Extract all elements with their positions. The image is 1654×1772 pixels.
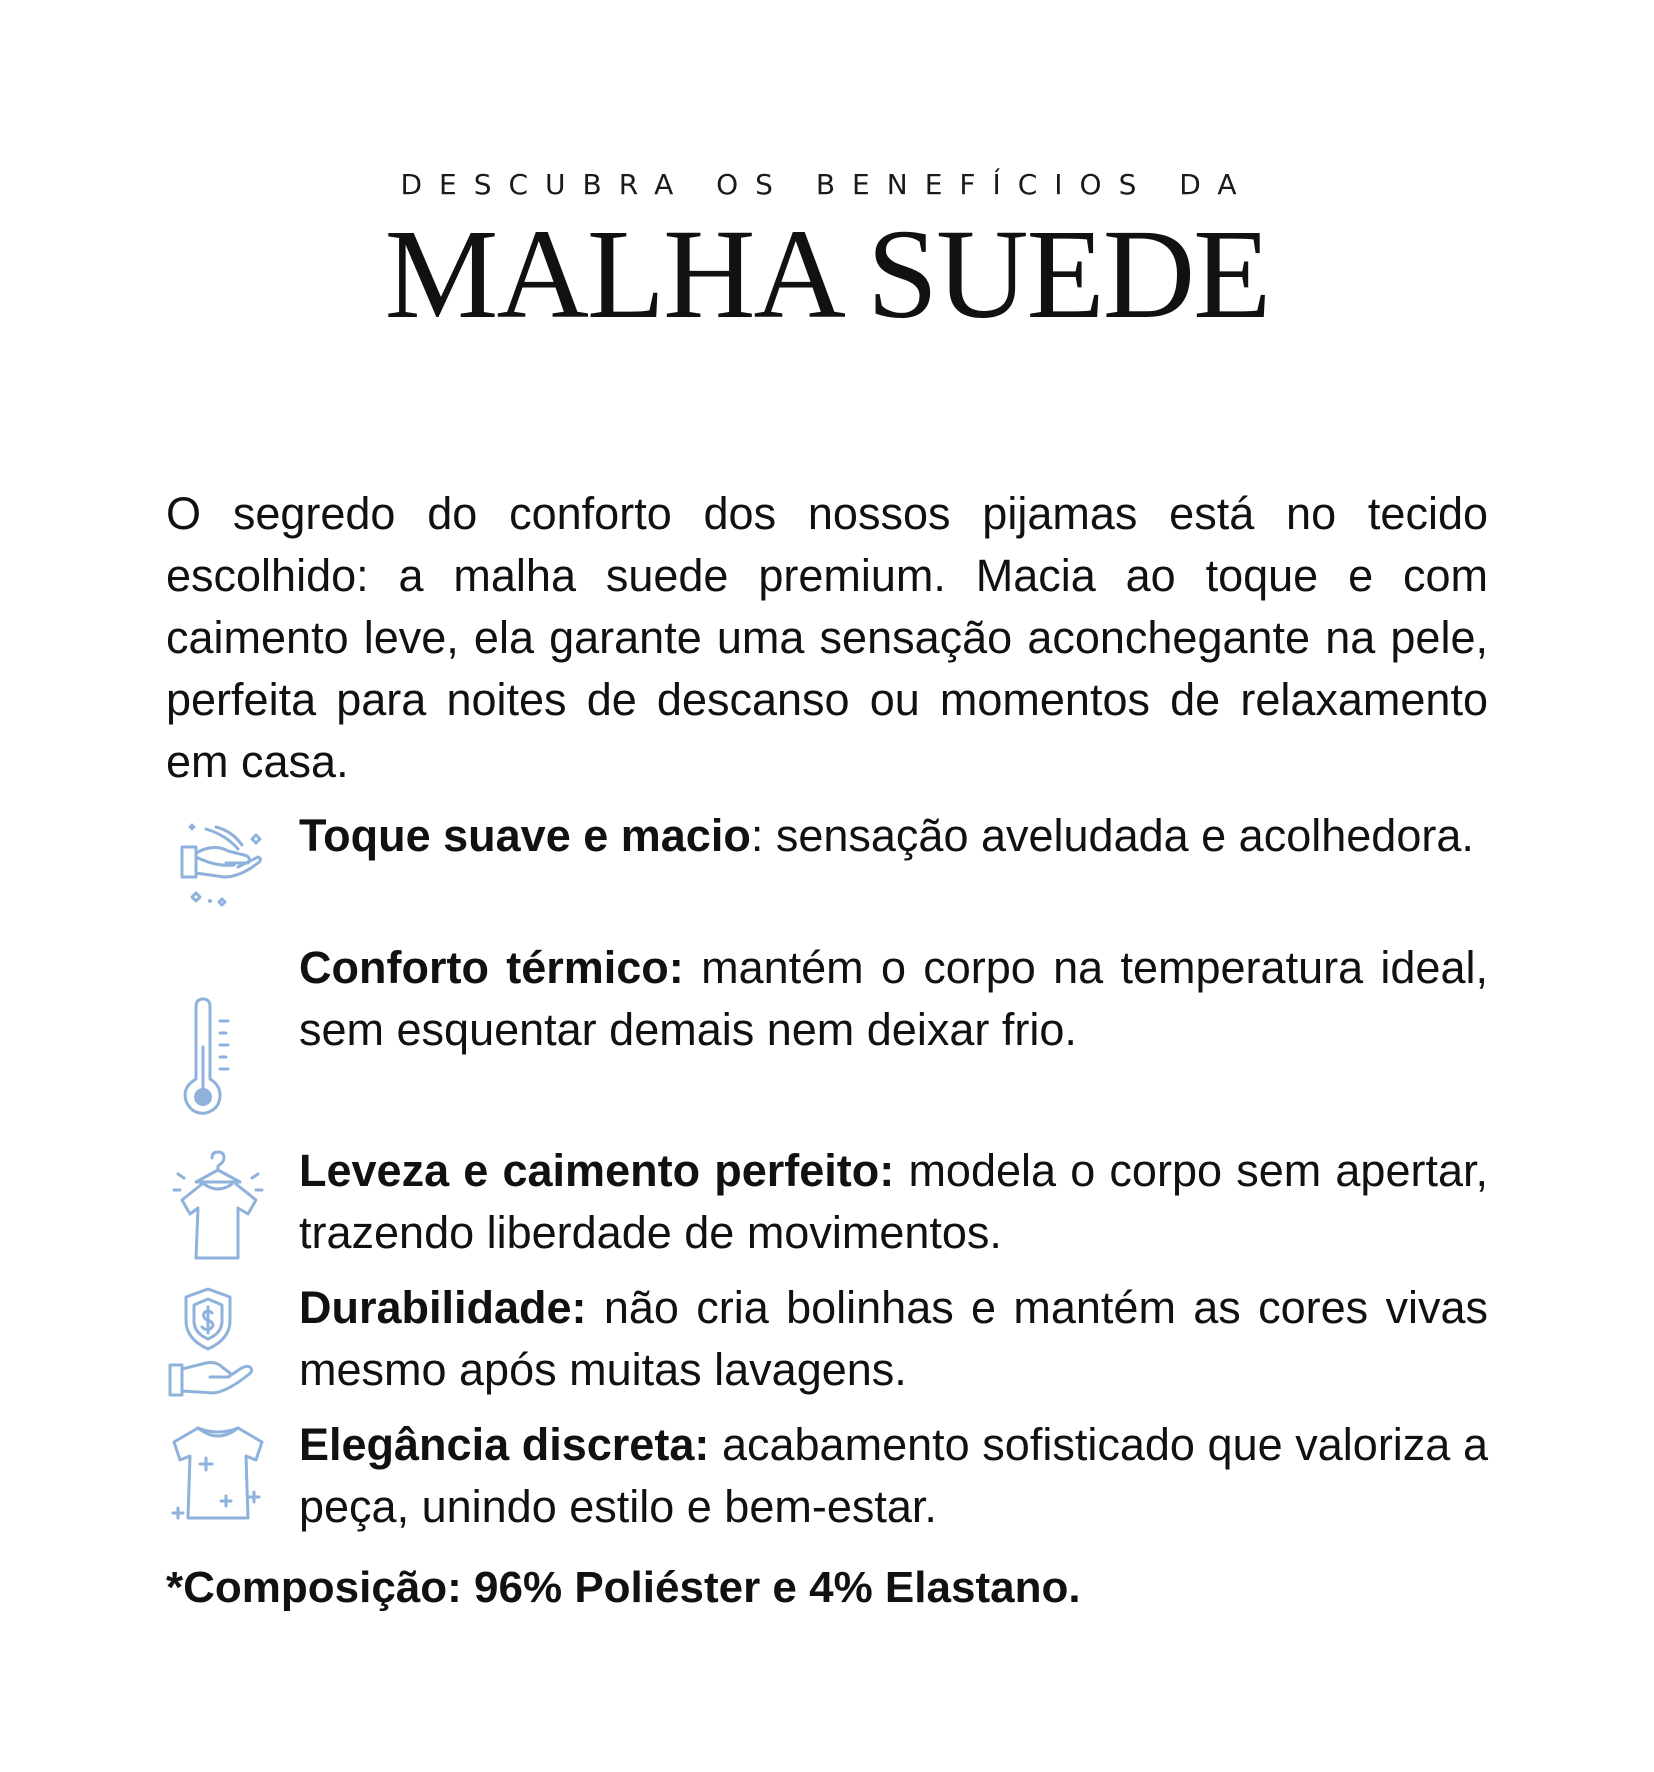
shirt-hanger-icon: [166, 1140, 270, 1270]
benefit-item-elegance: [166, 1414, 1488, 1544]
benefit-text: [299, 1277, 1488, 1401]
benefit-description: mantém o corpo na temperatura ideal, sem esquentar demais nem deixar frio.: [299, 942, 1488, 1055]
benefit-item-thermal-comfort: [166, 937, 1488, 1067]
benefit-description: não cria bolinhas e mantém as cores vivas mesmo após muitas lavagens.: [299, 1282, 1488, 1395]
benefit-description: : sensação aveludada e acolhedora.: [750, 810, 1474, 861]
sparkle-shirt-icon: [166, 1414, 270, 1544]
benefit-text: [299, 1140, 1488, 1264]
thermometer-icon: [166, 937, 270, 1067]
benefit-item-lightness: [166, 1140, 1488, 1270]
benefit-text: [299, 805, 1488, 867]
benefit-title: Elegância discreta:: [299, 1419, 710, 1470]
benefit-text: [299, 937, 1488, 1061]
hand-sparkle-icon: [166, 805, 270, 935]
shield-hand-icon: [166, 1277, 270, 1407]
composition-note: *Composição: 96% Poliéster e 4% Elastano.: [166, 1563, 1081, 1612]
benefit-title: Leveza e caimento perfeito:: [299, 1145, 895, 1196]
benefit-title: Toque suave e macio: [299, 810, 751, 861]
benefit-description: acabamento sofisticado que valoriza a peça, unindo estilo e bem-estar.: [299, 1419, 1488, 1532]
benefit-description: modela o corpo sem apertar, trazendo liberdade de movimentos.: [299, 1145, 1488, 1258]
benefit-item-soft-touch: [166, 805, 1488, 935]
benefit-title: Durabilidade:: [299, 1282, 587, 1333]
page-title: MALHA SUEDE: [384, 203, 1270, 345]
benefit-item-durability: [166, 1277, 1488, 1407]
benefit-title: Conforto térmico:: [299, 942, 684, 993]
intro-paragraph: O segredo do conforto dos nossos pijamas está no tecido escolhido: a malha suede premium. Macia ao toque e com caimento leve, ela garante uma sensação aconchegante na pele, perfeita para noites de descanso ou momentos de relaxamento em casa.: [166, 488, 1488, 787]
eyebrow-text: DESCUBRA OS BENEFÍCIOS DA: [400, 168, 1254, 201]
benefit-text: [299, 1414, 1488, 1538]
